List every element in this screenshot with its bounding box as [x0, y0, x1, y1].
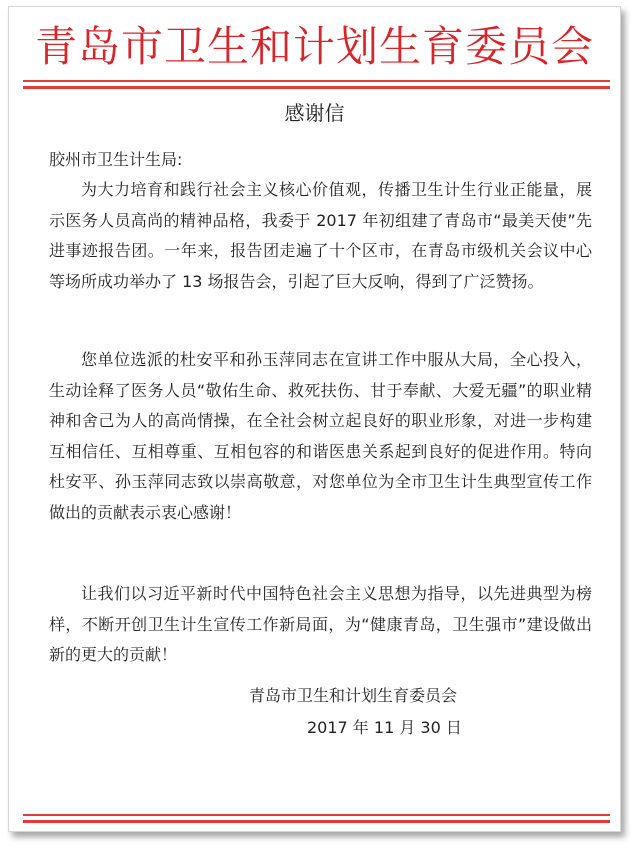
- letter-salutation: 胶州市卫生计生局:: [49, 150, 183, 169]
- letter-page: [8, 6, 621, 832]
- footer-divider-thin: [23, 814, 610, 816]
- letter-paragraph-1: 为大力培育和践行社会主义核心价值观，传播卫生计生行业正能量，展示医务人员高尚的精神品格，我委于 2017 年初组建了青岛市“最美天使”先进事迹报告团。一年来，报告团走遍了十个区市，在青岛市级机关会议中心等场所成功举办了 13 场报告会，引起了巨大反响，得到了广泛赞扬。: [49, 180, 592, 291]
- footer-divider-thick: [23, 820, 610, 823]
- letterhead-divider-thick: [23, 86, 610, 89]
- letter-paragraph-3: 让我们以习近平新时代中国特色社会主义思想为指导，以先进典型为榜样，不断开创卫生计生宣传工作新局面，为“健康青岛，卫生强市”建设做出新的更大的贡献！: [49, 584, 592, 664]
- letter-paragraph-2: 您单位选派的杜安平和孙玉萍同志在宣讲工作中服从大局，全心投入，生动诠释了医务人员“敬佑生命、救死扶伤、甘于奉献、大爱无疆”的职业精神和舍己为人的高尚情操，在全社会树立起良好的职业形象，对进一步构建互相信任、互相尊重、互相包容的和谐医患关系起到良好的促进作用。特向杜安平、孙玉萍同志致以崇高敬意，对您单位为全市卫生计生典型宣传工作做出的贡献表示衷心感谢！: [49, 350, 592, 522]
- letter-title: 感谢信: [284, 101, 345, 125]
- letterhead-divider-thin: [23, 80, 610, 82]
- letterhead-title: 青岛市卫生和计划生育委员会: [34, 22, 594, 71]
- signature-organization: 青岛市卫生和计划生育委员会: [249, 686, 458, 705]
- signature-date: 2017 年 11 月 30 日: [307, 718, 462, 737]
